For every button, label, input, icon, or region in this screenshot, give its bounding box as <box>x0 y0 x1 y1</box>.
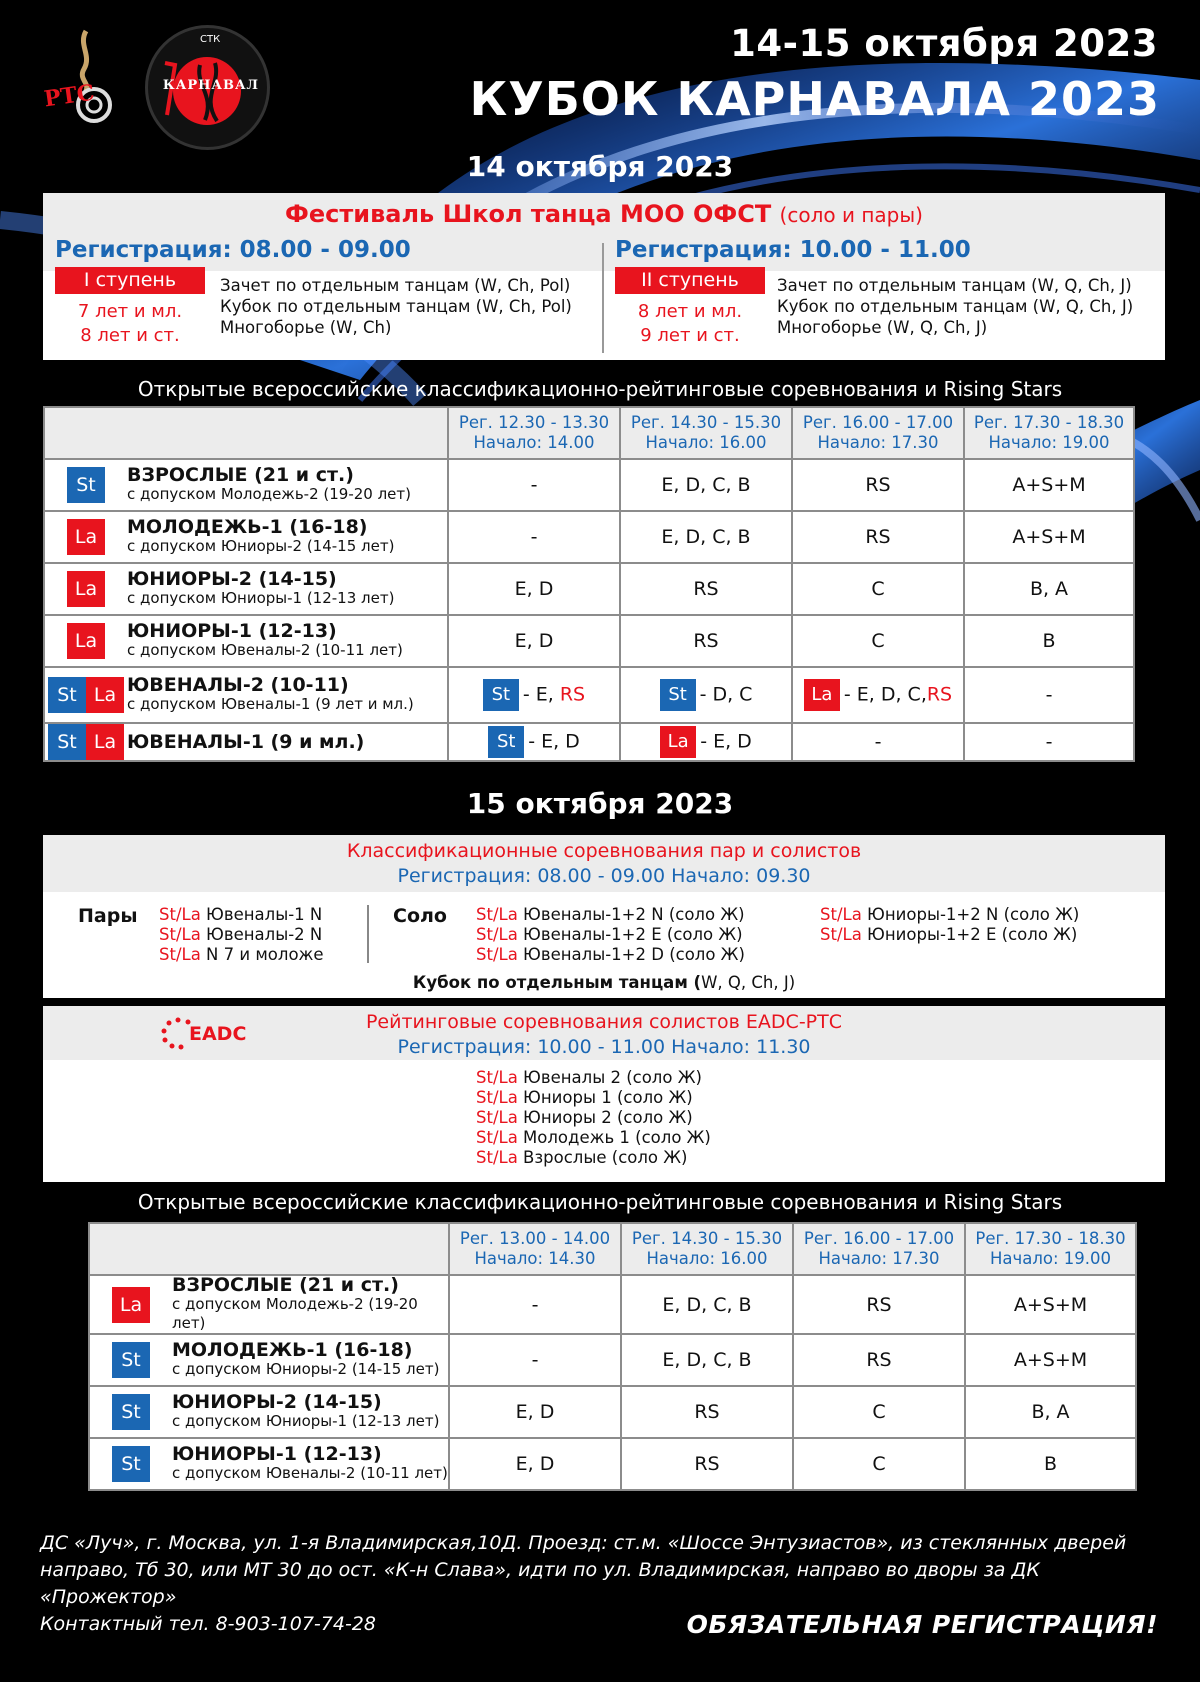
table-header-cell <box>793 1223 965 1275</box>
list-item <box>820 905 1079 925</box>
schedule-cell: RS <box>621 1386 793 1438</box>
schedule-cell: RS <box>793 1334 965 1386</box>
schedule-cell: RS <box>792 511 964 563</box>
day1-schedule-table <box>43 406 1135 762</box>
program-badges <box>90 1342 172 1378</box>
program-prefix: St/La <box>476 1128 518 1147</box>
header-reg: Рег. 14.30 - 15.30 <box>630 413 782 432</box>
day2-title: 15 октября 2023 <box>466 787 734 820</box>
cup-line <box>43 973 1165 992</box>
schedule-cell: - <box>448 459 620 511</box>
schedule-cell: A+S+M <box>964 511 1134 563</box>
karnaval-logo <box>145 25 270 150</box>
program-badges <box>45 467 127 503</box>
list-item <box>476 925 745 945</box>
program-badges <box>45 623 127 659</box>
schedule-cell <box>620 667 792 723</box>
latin-badge: La <box>660 726 696 758</box>
list-item-text: Юниоры 1 (соло Ж) <box>517 1088 693 1107</box>
address-line-2: направо, Тб 30, или МТ 30 до ост. «К-н Слава», идти по ул. Владимирская, направо во дворы за ДК «Прожектор» <box>40 1559 1040 1608</box>
header-reg: Рег. 16.00 - 17.00 <box>802 413 954 432</box>
step2-ages <box>615 300 765 348</box>
schedule-cell: - <box>964 667 1134 723</box>
program-prefix: St/La <box>820 905 862 924</box>
schedule-cell: C <box>792 615 964 667</box>
latin-badge: La <box>67 623 105 659</box>
standard-badge: St <box>488 726 524 758</box>
list-item-text: Юниоры-1+2 E (соло Ж) <box>861 925 1078 944</box>
schedule-cell: - <box>792 723 964 761</box>
category-cell <box>89 1334 449 1386</box>
table-header-cell <box>448 407 620 459</box>
solo-list-1 <box>476 905 745 965</box>
category-admission: с допуском Ювеналы-2 (10-11 лет) <box>127 641 403 659</box>
program-prefix: St/La <box>159 925 201 944</box>
category-name: ЮНИОРЫ-1 (12-13) <box>127 620 337 642</box>
schedule-cell: RS <box>620 563 792 615</box>
eadc-box <box>43 1006 1165 1182</box>
program-prefix: St/La <box>476 1148 518 1167</box>
schedule-cell: - <box>449 1275 621 1334</box>
schedule-cell: C <box>793 1438 965 1490</box>
table-header-cell <box>965 1223 1136 1275</box>
list-item <box>159 905 324 925</box>
category-name: ВЗРОСЛЫЕ (21 и ст.) <box>172 1274 399 1296</box>
table-header-cell <box>792 407 964 459</box>
list-divider <box>367 905 369 963</box>
festival-title <box>43 193 1165 228</box>
list-item <box>476 1128 711 1148</box>
header-start: Начало: 17.30 <box>818 1249 940 1268</box>
cell-text: - E, <box>522 683 560 706</box>
header-start: Начало: 19.00 <box>988 433 1110 452</box>
schedule-cell: - <box>448 511 620 563</box>
classification-box <box>43 835 1165 998</box>
program-prefix: St/La <box>820 925 862 944</box>
table-header-empty <box>89 1223 449 1275</box>
rts-logo-text: РТС <box>42 79 97 113</box>
list-item-text: N 7 и моложе <box>200 945 324 964</box>
list-item-text: Ювеналы-2 N <box>200 925 323 944</box>
header-reg: Рег. 14.30 - 15.30 <box>631 1229 783 1248</box>
latin-badge: La <box>112 1287 150 1323</box>
schedule-cell: C <box>793 1386 965 1438</box>
festival-step2 <box>615 237 1155 357</box>
table-header-empty <box>44 407 448 459</box>
schedule-cell: E, D <box>449 1386 621 1438</box>
category-admission: с допуском Молодежь-2 (19-20 лет) <box>127 485 411 503</box>
standard-badge: St <box>67 467 105 503</box>
rts-logo-icon <box>40 25 120 135</box>
program-badges <box>90 1446 172 1482</box>
program-prefix: St/La <box>476 1068 518 1087</box>
step1-age-1: 7 лет и мл. <box>77 301 183 322</box>
schedule-cell: B <box>965 1438 1136 1490</box>
schedule-cell: E, D <box>448 615 620 667</box>
list-item <box>476 1068 711 1088</box>
pairs-list <box>159 905 324 965</box>
program-prefix: St/La <box>476 945 518 964</box>
eadc-logo <box>161 1016 251 1050</box>
list-item <box>159 945 324 965</box>
day1-subtitle: Открытые всероссийские классификационно-рейтинговые соревнования и Rising Stars <box>137 377 1063 401</box>
day2-subtitle: Открытые всероссийские классификационно-рейтинговые соревнования и Rising Stars <box>137 1190 1063 1214</box>
cell-text: - E, D <box>528 730 580 753</box>
latin-badge: La <box>67 571 105 607</box>
cell-text: - E, D <box>700 730 752 753</box>
schedule-cell: E, D, C, B <box>620 511 792 563</box>
karnaval-logo-top: СТК <box>200 34 221 45</box>
step1-event-1: Зачет по отдельным танцам (W, Ch, Pol) <box>220 276 571 295</box>
table-row <box>44 615 1134 667</box>
schedule-cell: RS <box>793 1275 965 1334</box>
schedule-cell: RS <box>792 459 964 511</box>
festival-box <box>43 193 1165 360</box>
schedule-cell: E, D <box>449 1438 621 1490</box>
logos <box>40 25 285 155</box>
header-start: Начало: 19.00 <box>989 1249 1112 1268</box>
schedule-cell <box>792 667 964 723</box>
schedule-cell: A+S+M <box>965 1275 1136 1334</box>
list-item-text: Юниоры-1+2 N (соло Ж) <box>861 905 1080 924</box>
address-line-1: ДС «Луч», г. Москва, ул. 1-я Владимирская,10Д. Проезд: ст.м. «Шоссе Энтузиастов», из стеклянных дверей <box>40 1532 1127 1554</box>
classification-registration: Регистрация: 08.00 - 09.00 Начало: 09.30 <box>397 865 811 887</box>
table-row <box>44 723 1134 761</box>
schedule-cell: E, D, C, B <box>621 1334 793 1386</box>
day2-schedule-table <box>88 1222 1137 1491</box>
program-prefix: St/La <box>476 905 518 924</box>
category-name: МОЛОДЕЖЬ-1 (16-18) <box>127 516 368 538</box>
step1-badge: I ступень <box>55 267 205 294</box>
list-item-text: Ювеналы-1 N <box>200 905 323 924</box>
list-item <box>476 1148 711 1168</box>
header-start: Начало: 14.30 <box>474 1249 596 1268</box>
schedule-cell: A+S+M <box>965 1334 1136 1386</box>
header-reg: Рег. 13.00 - 14.00 <box>459 1229 611 1248</box>
category-admission: с допуском Ювеналы-2 (10-11 лет) <box>172 1464 448 1482</box>
cell-text: - E, D, C, <box>843 683 927 706</box>
standard-badge: St <box>112 1342 150 1378</box>
category-cell <box>89 1386 449 1438</box>
schedule-cell <box>620 723 792 761</box>
event-title: КУБОК КАРНАВАЛА 2023 <box>469 72 1160 126</box>
festival-title-main: Фестиваль Школ танца МОО ОФСТ <box>285 200 772 228</box>
eadc-title: Рейтинговые соревнования солистов EADC-РТС <box>365 1011 843 1033</box>
step2-event-1: Зачет по отдельным танцам (W, Q, Ch, J) <box>777 276 1132 295</box>
schedule-cell: E, D, C, B <box>621 1275 793 1334</box>
program-prefix: St/La <box>476 1088 518 1107</box>
schedule-cell: E, D, C, B <box>620 459 792 511</box>
table-row <box>89 1386 1136 1438</box>
latin-badge: La <box>86 724 124 760</box>
solo-list-2 <box>820 905 1079 945</box>
karnaval-logo-text: КАРНАВАЛ <box>162 78 260 93</box>
eadc-registration: Регистрация: 10.00 - 11.00 Начало: 11.30 <box>397 1036 811 1058</box>
event-date-range: 14-15 октября 2023 <box>730 22 1158 65</box>
category-admission: с допуском Ювеналы-1 (9 лет и мл.) <box>127 695 414 713</box>
category-cell <box>44 615 448 667</box>
festival-divider <box>602 243 604 353</box>
schedule-cell: A+S+M <box>964 459 1134 511</box>
list-item <box>476 1108 711 1128</box>
category-name: ЮНИОРЫ-2 (14-15) <box>127 568 337 590</box>
schedule-cell: RS <box>621 1438 793 1490</box>
standard-badge: St <box>112 1446 150 1482</box>
schedule-cell: RS <box>620 615 792 667</box>
standard-badge: St <box>660 679 696 711</box>
table-header-cell <box>449 1223 621 1275</box>
step1-ages <box>55 300 205 348</box>
category-name: ЮНИОРЫ-2 (14-15) <box>172 1391 382 1413</box>
table-header-row <box>89 1223 1136 1275</box>
latin-badge: La <box>67 519 105 555</box>
list-item <box>820 925 1079 945</box>
list-item <box>476 945 745 965</box>
eadc-list <box>476 1068 711 1168</box>
list-item <box>159 925 324 945</box>
festival-step2-registration: Регистрация: 10.00 - 11.00 <box>615 237 971 263</box>
table-row <box>44 459 1134 511</box>
classification-header <box>43 835 1165 892</box>
category-admission: с допуском Молодежь-2 (19-20 лет) <box>172 1295 418 1332</box>
schedule-cell: - <box>964 723 1134 761</box>
program-badges <box>45 519 127 555</box>
step1-event-3: Многоборье (W, Ch) <box>220 318 392 337</box>
schedule-cell: E, D <box>448 563 620 615</box>
list-item-text: Ювеналы-1+2 N (соло Ж) <box>517 905 745 924</box>
category-name: ЮНИОРЫ-1 (12-13) <box>172 1443 382 1465</box>
table-header-cell <box>621 1223 793 1275</box>
table-row <box>89 1275 1136 1334</box>
program-badges <box>90 1287 172 1323</box>
header-start: Начало: 16.00 <box>646 1249 768 1268</box>
list-item-text: Взрослые (соло Ж) <box>517 1148 688 1167</box>
header-start: Начало: 14.00 <box>473 433 595 452</box>
mandatory-registration-notice: ОБЯЗАТЕЛЬНАЯ РЕГИСТРАЦИЯ! <box>686 1610 1158 1639</box>
step2-event-2: Кубок по отдельным танцам (W, Q, Ch, J) <box>777 297 1134 316</box>
solo-label: Соло <box>393 905 447 927</box>
category-name: ЮВЕНАЛЫ-1 (9 и мл.) <box>127 730 365 753</box>
category-cell <box>44 511 448 563</box>
standard-badge: St <box>112 1394 150 1430</box>
step2-events <box>777 275 1133 338</box>
schedule-cell: B, A <box>964 563 1134 615</box>
step1-event-2: Кубок по отдельным танцам (W, Ch, Pol) <box>220 297 572 316</box>
step2-badge: II ступень <box>615 267 765 294</box>
table-row <box>44 563 1134 615</box>
program-prefix: St/La <box>159 945 201 964</box>
step2-age-2: 9 лет и ст. <box>640 325 740 346</box>
schedule-cell <box>448 723 620 761</box>
category-admission: с допуском Юниоры-1 (12-13 лет) <box>127 589 395 607</box>
header-reg: Рег. 17.30 - 18.30 <box>973 413 1125 432</box>
schedule-cell: C <box>792 563 964 615</box>
cup-line-rest: W, Q, Ch, J) <box>701 973 796 992</box>
program-badges <box>45 724 127 760</box>
table-header-row <box>44 407 1134 459</box>
address-line-3: Контактный тел. 8-903-107-74-28 <box>40 1613 376 1635</box>
program-badges <box>45 571 127 607</box>
list-item-text: Молодежь 1 (соло Ж) <box>517 1128 711 1147</box>
list-item-text: Ювеналы-1+2 D (соло Ж) <box>517 945 745 964</box>
standard-badge: St <box>48 724 86 760</box>
category-admission: с допуском Юниоры-1 (12-13 лет) <box>172 1412 440 1430</box>
category-admission: с допуском Юниоры-2 (14-15 лет) <box>172 1360 440 1378</box>
table-header-cell <box>964 407 1134 459</box>
list-item-text: Ювеналы 2 (соло Ж) <box>517 1068 702 1087</box>
standard-badge: St <box>483 679 519 711</box>
program-badges <box>90 1394 172 1430</box>
step1-events <box>220 275 572 338</box>
program-prefix: St/La <box>159 905 201 924</box>
list-item-text: Юниоры 2 (соло Ж) <box>517 1108 693 1127</box>
category-cell <box>44 723 448 761</box>
category-cell <box>89 1275 449 1334</box>
list-item <box>476 905 745 925</box>
category-name: ЮВЕНАЛЫ-2 (10-11) <box>127 674 349 696</box>
schedule-cell: - <box>449 1334 621 1386</box>
latin-badge: La <box>86 677 124 713</box>
program-prefix: St/La <box>476 1108 518 1127</box>
category-cell <box>89 1438 449 1490</box>
category-name: ВЗРОСЛЫЕ (21 и ст.) <box>127 464 354 486</box>
list-item-text: Ювеналы-1+2 E (соло Ж) <box>517 925 743 944</box>
classification-title: Классификационные соревнования пар и солистов <box>346 840 862 862</box>
header-reg: Рег. 17.30 - 18.30 <box>975 1229 1126 1248</box>
pairs-label: Пары <box>78 905 138 927</box>
header-start: Начало: 17.30 <box>817 433 939 452</box>
program-prefix: St/La <box>476 925 518 944</box>
rising-stars-label: RS <box>559 683 586 706</box>
festival-step1-registration: Регистрация: 08.00 - 09.00 <box>55 237 411 263</box>
festival-step1 <box>55 237 595 357</box>
festival-title-note: (соло и пары) <box>779 203 923 227</box>
eadc-logo-text: EADC <box>189 1023 247 1045</box>
step1-age-2: 8 лет и ст. <box>80 325 180 346</box>
category-name: МОЛОДЕЖЬ-1 (16-18) <box>172 1339 413 1361</box>
header-reg: Рег. 16.00 - 17.00 <box>803 1229 955 1248</box>
list-item <box>476 1088 711 1108</box>
standard-badge: St <box>48 677 86 713</box>
latin-badge: La <box>804 679 840 711</box>
table-header-cell <box>620 407 792 459</box>
table-row <box>44 667 1134 723</box>
step2-event-3: Многоборье (W, Q, Ch, J) <box>777 318 988 337</box>
table-row <box>44 511 1134 563</box>
table-row <box>89 1438 1136 1490</box>
cell-text: - D, C <box>699 683 753 706</box>
category-cell <box>44 459 448 511</box>
rising-stars-label: RS <box>926 683 953 706</box>
schedule-cell: B <box>964 615 1134 667</box>
category-cell <box>44 563 448 615</box>
schedule-cell: B, A <box>965 1386 1136 1438</box>
cup-line-bold: Кубок по отдельным танцам ( <box>412 973 702 992</box>
category-admission: с допуском Юниоры-2 (14-15 лет) <box>127 537 395 555</box>
category-cell <box>44 667 448 723</box>
day1-title: 14 октября 2023 <box>466 150 734 183</box>
header-reg: Рег. 12.30 - 13.30 <box>458 413 610 432</box>
program-badges <box>45 677 127 713</box>
header-start: Начало: 16.00 <box>645 433 767 452</box>
table-row <box>89 1334 1136 1386</box>
schedule-cell <box>448 667 620 723</box>
step2-age-1: 8 лет и мл. <box>637 301 743 322</box>
